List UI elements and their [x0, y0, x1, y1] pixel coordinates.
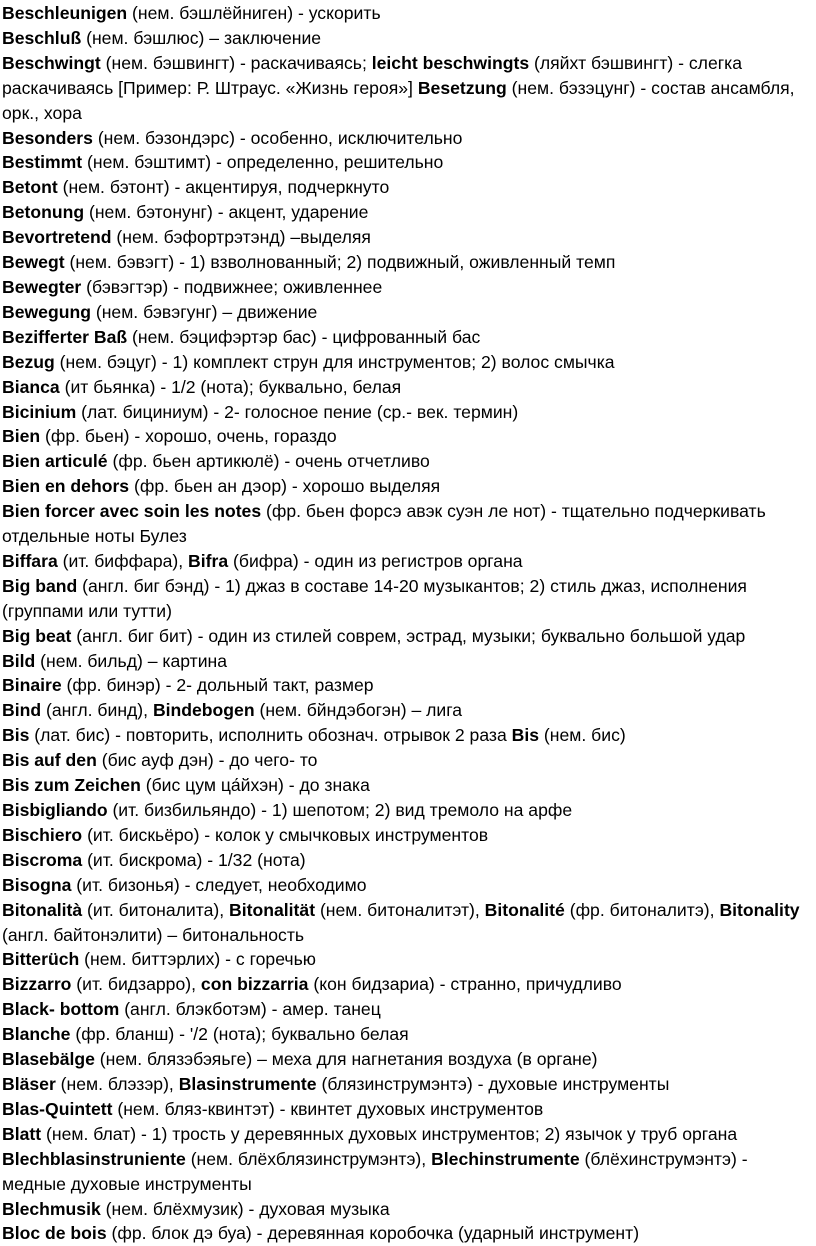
- entry-term: con bizzarria: [200, 974, 309, 995]
- entry-definition: (фр. бьен форсэ авэк суэн ле нот) - тщательно подчеркивать отдельные ноты Булез: [2, 501, 766, 547]
- entry-term: leicht beschwingts: [371, 52, 530, 73]
- entry-term: Bitonalità: [2, 899, 83, 920]
- entry-definition: (нем. бэцуг) - 1) комплект струн для инструментов; 2) волос смычка: [54, 351, 615, 372]
- entry-definition: (фр. бьен ан дэор) - хорошо выделяя: [129, 476, 441, 497]
- entry-term: Biffara: [2, 550, 58, 571]
- entry-definition: (нем. бэвэгунг) – движение: [90, 301, 318, 322]
- entry-term: Bewegt: [2, 252, 65, 273]
- dictionary-entry: [2, 748, 816, 773]
- entry-term: Blasinstrumente: [178, 1073, 317, 1094]
- dictionary-entry: [2, 175, 816, 200]
- entry-definition: (нем. бйндэбогэн) – лига: [254, 700, 463, 721]
- entry-term: Bild: [2, 650, 36, 671]
- entry-term: Bläser: [2, 1073, 56, 1094]
- dictionary-entry: [2, 1221, 816, 1246]
- entry-definition: (нем. бэшлюс) – заключение: [81, 27, 322, 48]
- entry-definition: (фр. бинэр) - 2- дольный такт, размер: [61, 675, 374, 696]
- entry-definition: (фр. битоналитэ),: [564, 899, 720, 920]
- entry-definition: (нем. блязэбэяьге) – меха для нагнетания воздуха (в органе): [94, 1049, 598, 1070]
- entry-term: Bindebogen: [152, 700, 255, 721]
- dictionary-entry: [2, 997, 816, 1022]
- entry-definition: (нем. блёхблязинструмэнтэ),: [185, 1148, 432, 1169]
- entry-definition: (нем. бэзондэрс) - особенно, исключительно: [92, 127, 463, 148]
- entry-term: Bicinium: [2, 401, 77, 422]
- entry-definition: (англ. байтонэлити) – битональность: [2, 924, 305, 945]
- dictionary-entry: [2, 150, 816, 175]
- entry-term: Bis: [511, 725, 540, 746]
- entry-term: Bitterüch: [2, 949, 80, 970]
- dictionary-entry: [2, 400, 816, 425]
- entry-definition: (ит. бидзарро),: [71, 974, 201, 995]
- dictionary-entry: [2, 200, 816, 225]
- entry-term: Besetzung: [417, 77, 507, 98]
- entry-definition: (нем. блёхмузик) - духовая музыка: [100, 1198, 390, 1219]
- dictionary-entry: [2, 1197, 816, 1222]
- entry-term: Beschluß: [2, 27, 82, 48]
- entry-definition: (нем. бис): [539, 725, 626, 746]
- dictionary-entry: [2, 474, 816, 499]
- entry-term: Bianca: [2, 376, 60, 397]
- dictionary-entry: [2, 549, 816, 574]
- entry-term: Bisbigliando: [2, 800, 108, 820]
- dictionary-entry: [2, 1022, 816, 1047]
- entry-term: Beschwingt: [2, 52, 101, 73]
- entry-definition: (англ. биг бит) - один из стилей соврем, эстрад, музыки; буквально большой удар: [71, 625, 746, 646]
- entry-term: Bitonalität: [229, 899, 316, 920]
- entry-definition: (ит. бискрома) - 1/32 (нота): [82, 849, 306, 870]
- entry-term: Bis: [2, 725, 30, 746]
- entry-term: Blatt: [2, 1123, 42, 1144]
- entry-definition: (бис цум ца́йхэн) - до знака: [140, 775, 370, 796]
- dictionary-entry: [2, 848, 816, 873]
- dictionary-entry: [2, 424, 816, 449]
- entry-definition: (ит. битоналита),: [82, 899, 230, 920]
- entry-term: Blas-Quintett: [2, 1098, 113, 1119]
- entry-definition: (нем. бэфортрэтэнд) –выделяя: [111, 227, 371, 248]
- entry-definition: (фр. блок дэ буа) - деревянная коробочка (ударный инструмент): [106, 1223, 640, 1244]
- entry-definition: (нем. бэвэгт) - 1) взволнованный; 2) подвижный, оживленный темп: [64, 252, 616, 273]
- dictionary-entry: [2, 947, 816, 972]
- dictionary-entry: [2, 898, 816, 948]
- entry-term: Blasebälge: [2, 1049, 95, 1070]
- entry-term: Bien forcer avec soin les notes: [2, 501, 262, 522]
- entry-term: Bis auf den: [2, 750, 97, 771]
- entry-term: Bifra: [188, 550, 229, 571]
- entry-definition: (нем. бэтонт) - акцентируя, подчеркнуто: [57, 177, 390, 198]
- entry-definition: (нем. бэшвингт) - раскачиваясь;: [100, 52, 372, 73]
- entry-term: Bevortretend: [2, 227, 112, 248]
- dictionary-entry: [2, 499, 816, 549]
- dictionary-entry: [2, 624, 816, 649]
- entry-term: Big beat: [2, 625, 72, 646]
- entry-term: Bien: [2, 426, 41, 447]
- entry-term: Bis zum Zeichen: [2, 775, 141, 796]
- entry-term: Bloc de bois: [2, 1223, 107, 1244]
- entry-definition: (нем. бэзэцунг) - состав ансамбля, орк., хора: [2, 77, 795, 123]
- entry-definition: (фр. бьен артикюлё) - очень отчетливо: [107, 451, 430, 472]
- entry-term: Blechinstrumente: [431, 1148, 580, 1169]
- entry-term: Blanche: [2, 1024, 71, 1045]
- entry-definition: (нем. бильд) – картина: [35, 650, 228, 671]
- dictionary-entry: [2, 1047, 816, 1072]
- entry-definition: (бифра) - один из регистров органа: [228, 550, 523, 571]
- entry-term: Bien en dehors: [2, 476, 130, 497]
- entry-term: Blechblasinstruniente: [2, 1148, 186, 1169]
- dictionary-entry: [2, 325, 816, 350]
- entry-term: Bitonality: [719, 899, 800, 920]
- entry-term: Big band: [2, 575, 78, 596]
- dictionary-entry: [2, 26, 816, 51]
- entry-term: Betont: [2, 177, 58, 198]
- dictionary-entry: [2, 1, 816, 26]
- entry-term: Bien articulé: [2, 451, 108, 472]
- dictionary-entry: [2, 773, 816, 798]
- entry-term: Bezug: [2, 351, 55, 372]
- entry-term: Bewegter: [2, 276, 82, 297]
- dictionary-entry: [2, 649, 816, 674]
- entry-definition: (нем. блат) - 1) трость у деревянных духовых инструментов; 2) язычок у труб органа: [41, 1123, 738, 1144]
- entry-definition: (ит. бизбильяндо) - 1) шепотом; 2) вид тремоло на арфе: [107, 800, 573, 820]
- entry-definition: (ит. биффара),: [57, 550, 189, 571]
- entry-definition: (бэвэгтэр) - подвижнее; оживленнее: [81, 276, 383, 297]
- entry-term: Bitonalité: [484, 899, 565, 920]
- entry-definition: (нем. битоналитэт),: [315, 899, 485, 920]
- dictionary-entry: [2, 225, 816, 250]
- entry-term: Bind: [2, 700, 42, 721]
- entry-definition: (фр. бланш) - '/2 (нота); буквально белая: [70, 1024, 409, 1045]
- entry-definition: (лат. бициниум) - 2- голосное пение (ср.- век. термин): [76, 401, 519, 422]
- dictionary-entry: [2, 873, 816, 898]
- entry-term: Black- bottom: [2, 999, 120, 1020]
- dictionary-entry: [2, 449, 816, 474]
- entry-term: Bischiero: [2, 824, 83, 845]
- entry-definition: (англ. биг бэнд) - 1) джаз в составе 14-20 музыкантов; 2) стиль джаз, исполнения (группами или тутти): [2, 575, 747, 621]
- dictionary-entry: [2, 673, 816, 698]
- entry-term: Bezifferter Baß: [2, 326, 128, 347]
- dictionary-entry: [2, 375, 816, 400]
- entry-term: Betonung: [2, 202, 85, 223]
- entry-definition: (нем. бэцифэртэр бас) - цифрованный бас: [127, 326, 481, 347]
- dictionary-entry: [2, 1147, 816, 1197]
- entry-definition: (нем. бляз-квинтэт) - квинтет духовых инструментов: [112, 1098, 544, 1119]
- entry-definition: (ит бьянка) - 1/2 (нота); буквально, белая: [59, 376, 402, 397]
- dictionary-entry: [2, 250, 816, 275]
- dictionary-entry: [2, 823, 816, 848]
- entry-definition: (нем. биттэрлих) - с горечью: [79, 949, 316, 970]
- entry-term: Bewegung: [2, 301, 91, 322]
- entry-definition: (ляйхт бэшвингт) - слегка раскачиваясь [Пример: Р. Штраус. «Жизнь героя»]: [2, 52, 743, 98]
- entry-definition: (нем. бэтонунг) - акцент, ударение: [84, 202, 369, 223]
- dictionary-entry: [2, 1097, 816, 1122]
- entry-term: Bizzarro: [2, 974, 72, 995]
- dictionary-entry: [2, 723, 816, 748]
- entry-definition: (бис ауф дэн) - до чего- то: [96, 750, 318, 771]
- dictionary-entry: [2, 798, 816, 823]
- entry-definition: (блёхинструмэнтэ) - медные духовые инструменты: [2, 1148, 748, 1194]
- dictionary-entry: [2, 275, 816, 300]
- entry-term: Besonders: [2, 127, 93, 148]
- entry-term: Binaire: [2, 675, 62, 696]
- entry-definition: (фр. бьен) - хорошо, очень, гораздо: [40, 426, 337, 447]
- entry-definition: (ит. бизонья) - следует, необходимо: [71, 874, 367, 895]
- entry-term: Beschleunigen: [2, 3, 128, 23]
- dictionary-entry: [2, 1072, 816, 1097]
- dictionary-entry: [2, 972, 816, 997]
- entry-definition: (англ. блэкботэм) - амер. танец: [119, 999, 381, 1020]
- dictionary-entry: [2, 51, 816, 126]
- entry-definition: (нем. бэштимт) - определенно, решительно: [82, 152, 444, 173]
- entry-term: Bestimmt: [2, 152, 83, 173]
- entry-term: Biscroma: [2, 849, 83, 870]
- dictionary-entry: [2, 574, 816, 624]
- dictionary-entry: [2, 300, 816, 325]
- dictionary-entry: [2, 1122, 816, 1147]
- entry-definition: (кон бидзариа) - странно, причудливо: [308, 974, 622, 995]
- dictionary-entry: [2, 698, 816, 723]
- entry-definition: (лат. бис) - повторить, исполнить обознач. отрывок 2 раза: [29, 725, 512, 746]
- entry-term: Blechmusik: [2, 1198, 101, 1219]
- entry-definition: (англ. бинд),: [41, 700, 153, 721]
- dictionary-entry: [2, 350, 816, 375]
- entry-definition: (блязинструмэнтэ) - духовые инструменты: [316, 1073, 670, 1094]
- entry-term: Bisogna: [2, 874, 72, 895]
- entry-definition: (ит. бискьёро) - колок у смычковых инструментов: [82, 824, 489, 845]
- dictionary-entry: [2, 126, 816, 151]
- entry-definition: (нем. блэзэр),: [55, 1073, 179, 1094]
- entry-definition: (нем. бэшлёйниген) - ускорить: [127, 3, 381, 23]
